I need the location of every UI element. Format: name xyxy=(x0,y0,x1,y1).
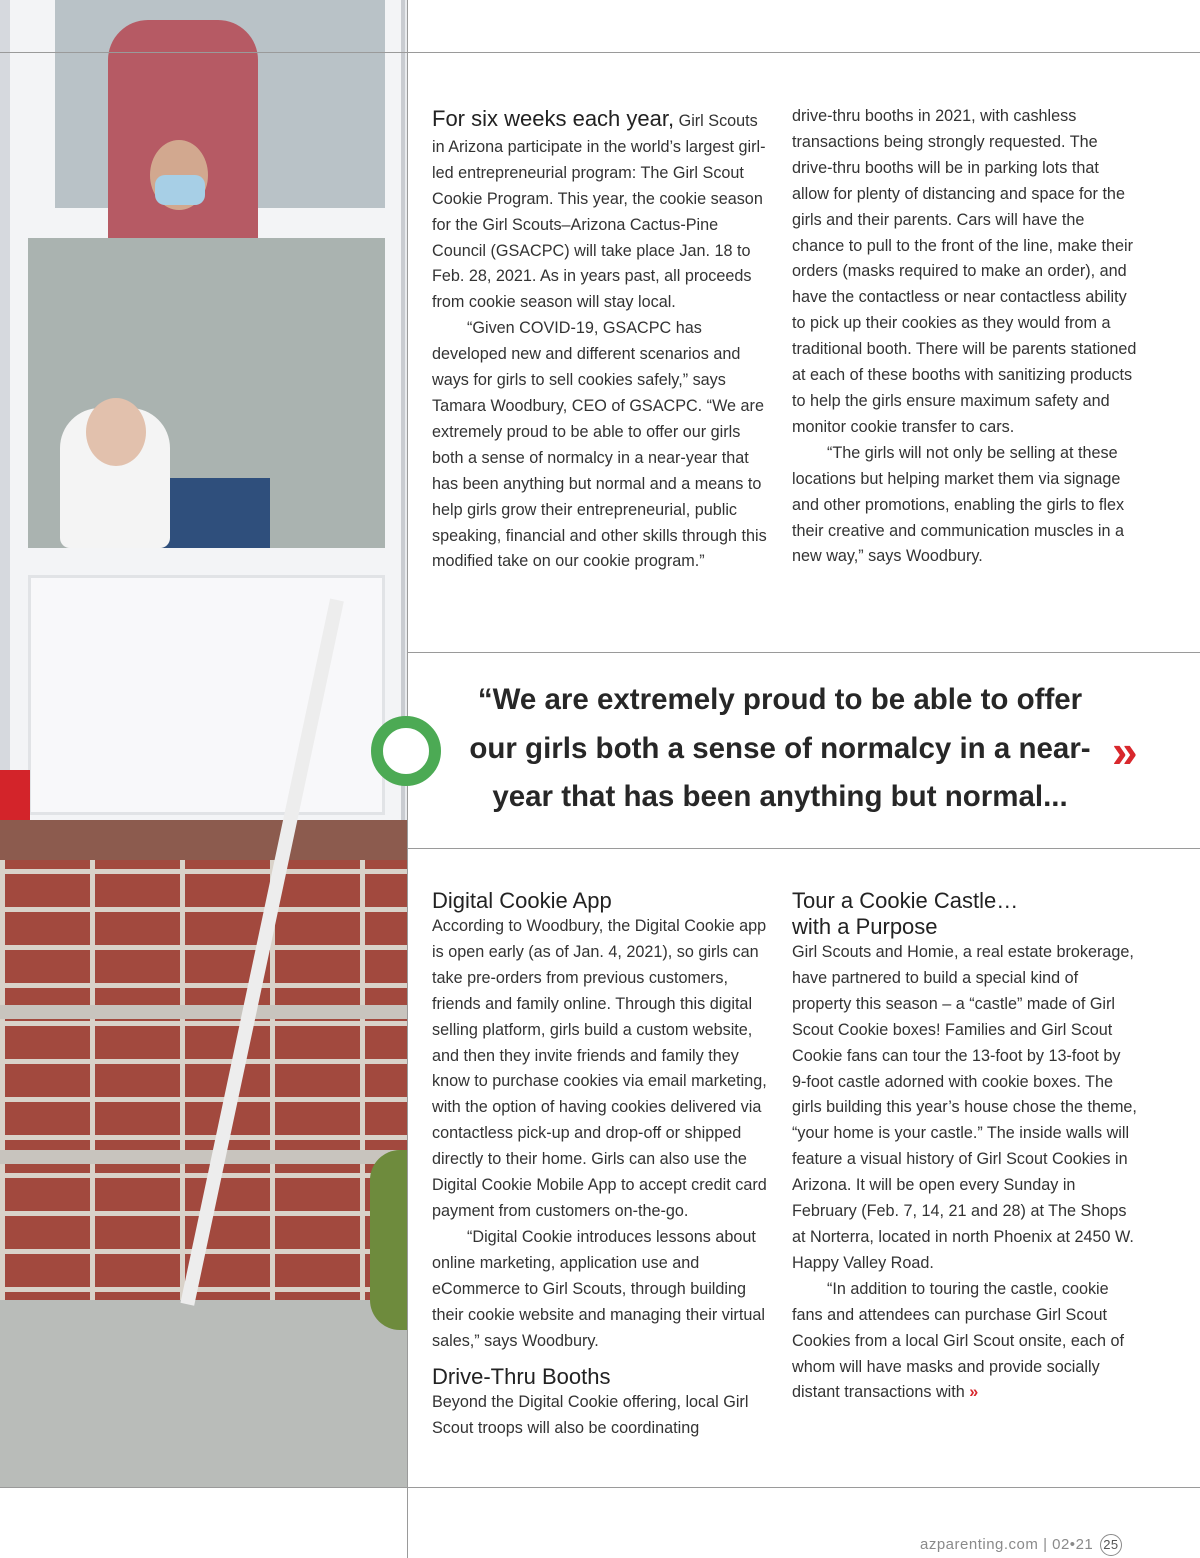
column-1-top xyxy=(432,106,774,575)
section-heading-drive-thru: Drive-Thru Booths xyxy=(432,1364,611,1390)
page-number: 25 xyxy=(1100,1534,1122,1556)
continue-chevron-icon: » xyxy=(969,1383,979,1402)
cover-photo xyxy=(0,0,408,1487)
column-2-top xyxy=(792,104,1137,570)
quote-paragraph: “Given COVID-19, GSACPC has developed new and different scenarios and ways for girls to sell cookies safely,” says Tamara Woodbury, CEO of GSACPC. “We are extremely proud to be able to offer our girls both a sense of normalcy in a near-year that has been anything but normal and a means to help girls grow their entrepreneurial, public speaking, financial and other skills through this modified take on our cookie program.” xyxy=(432,319,767,571)
top-rule xyxy=(0,52,1200,53)
plant xyxy=(370,1150,408,1330)
woodbury-paragraph: “The girls will not only be selling at these locations but helping market them via signage and other promotions, enabling the girls to flex their creative and communication muscles in a new way,” says Woodbury. xyxy=(792,443,1125,566)
digital-quote-paragraph: “Digital Cookie introduces lessons about online marketing, application use and eCommerce to Girl Scouts, through building their cookie website and managing their virtual sales,” says Woodbury. xyxy=(432,1227,765,1350)
section-heading-castle xyxy=(792,888,1137,940)
quote-top-rule xyxy=(408,652,1200,653)
drive-thru-continued: drive-thru booths in 2021, with cashless transactions being strongly requested. The drive-thru booths will be in parking lots that allow for plenty of distancing and space for the girls and their parents. Cars will have the chance to pull to the front of the line, make their orders (masks required to make an order), and have the contactless or near contactless ability to pick up their cookies as they would from a traditional booth. There will be parents stationed at each of these booths with sanitizing products to help the girls ensure maximum safety and monitor cookie transfer to cars. xyxy=(792,107,1137,436)
drive-thru-paragraph: Beyond the Digital Cookie offering, local Girl Scout troops will also be coordinating xyxy=(432,1393,749,1438)
step-edge xyxy=(0,1005,408,1019)
column-2-bottom xyxy=(792,888,1137,1406)
section-heading-digital: Digital Cookie App xyxy=(432,888,612,913)
intro-text: Girl Scouts in Arizona participate in the world’s largest girl-led entrepreneurial program: The Girl Scout Cookie Program. This year, the cookie season for the Girl Scouts–Arizona Cactus-Pine Council (GSACPC) will take place Jan. 18 to Feb. 28, 2021. As in years past, all proceeds from cookie season will stay local. xyxy=(432,112,766,312)
child-head xyxy=(86,398,146,466)
face-mask xyxy=(155,175,205,205)
chevron-right-icon: » xyxy=(1112,725,1132,777)
intro-paragraph xyxy=(432,106,774,316)
pull-quote-line: “We are extremely proud to be able to offer xyxy=(477,683,1083,716)
castle-quote-paragraph xyxy=(792,1277,1137,1407)
footer-site: azparenting.com | 02•21 xyxy=(920,1536,1094,1553)
pull-quote-line: year that has been anything but normal... xyxy=(492,780,1068,813)
bottom-rule xyxy=(0,1487,1200,1488)
column-1-bottom xyxy=(432,888,774,1442)
pull-quote-line: our girls both a sense of normalcy in a near- xyxy=(469,731,1091,765)
brick-steps xyxy=(0,860,408,1330)
castle-heading-line: Tour a Cookie Castle… xyxy=(792,888,1019,913)
ring-icon xyxy=(371,716,441,786)
page-footer xyxy=(920,1534,1122,1556)
castle-quote-text: “In addition to touring the castle, cookie fans and attendees can purchase Girl Scout Cookies from a local Girl Scout onsite, each of whom will have masks and provide socially distant transactions with xyxy=(792,1279,1124,1402)
castle-paragraph: Girl Scouts and Homie, a real estate brokerage, have partnered to build a special kind of property this season – a “castle” made of Girl Scout Cookie boxes! Families and Girl Scout Cookie fans can tour the 13-foot by 13-foot by 9-foot castle adorned with cookie boxes. The girls building this year’s house chose the theme, “your home is your castle.” The inside walls will feature a visual history of Girl Scout Cookies in Arizona. It will be open every Sunday in February (Feb. 7, 14, 21 and 28) at The Shops at Norterra, located in north Phoenix at 2450 W. Happy Valley Road. xyxy=(792,943,1137,1272)
digital-paragraph: According to Woodbury, the Digital Cookie app is open early (as of Jan. 4, 2021), so girls can take pre-orders from previous customers, friends and family online. Through this digital selling platform, girls build a custom website, and then they invite friends and family they know to purchase cookies via email marketing, with the option of having cookies delivered via contactless pick-up and drop-off or shipped directly to their home. Girls can also use the Digital Cookie Mobile App to accept credit card payment from customers on-the-go. xyxy=(432,917,767,1220)
step-edge xyxy=(0,1150,408,1164)
castle-heading-line: with a Purpose xyxy=(792,914,938,939)
door-window-bottom xyxy=(28,238,385,548)
lead-in: For six weeks each year, xyxy=(432,106,675,131)
sidewalk xyxy=(0,1300,408,1487)
quote-bottom-rule xyxy=(408,848,1200,849)
pull-quote xyxy=(440,676,1120,822)
